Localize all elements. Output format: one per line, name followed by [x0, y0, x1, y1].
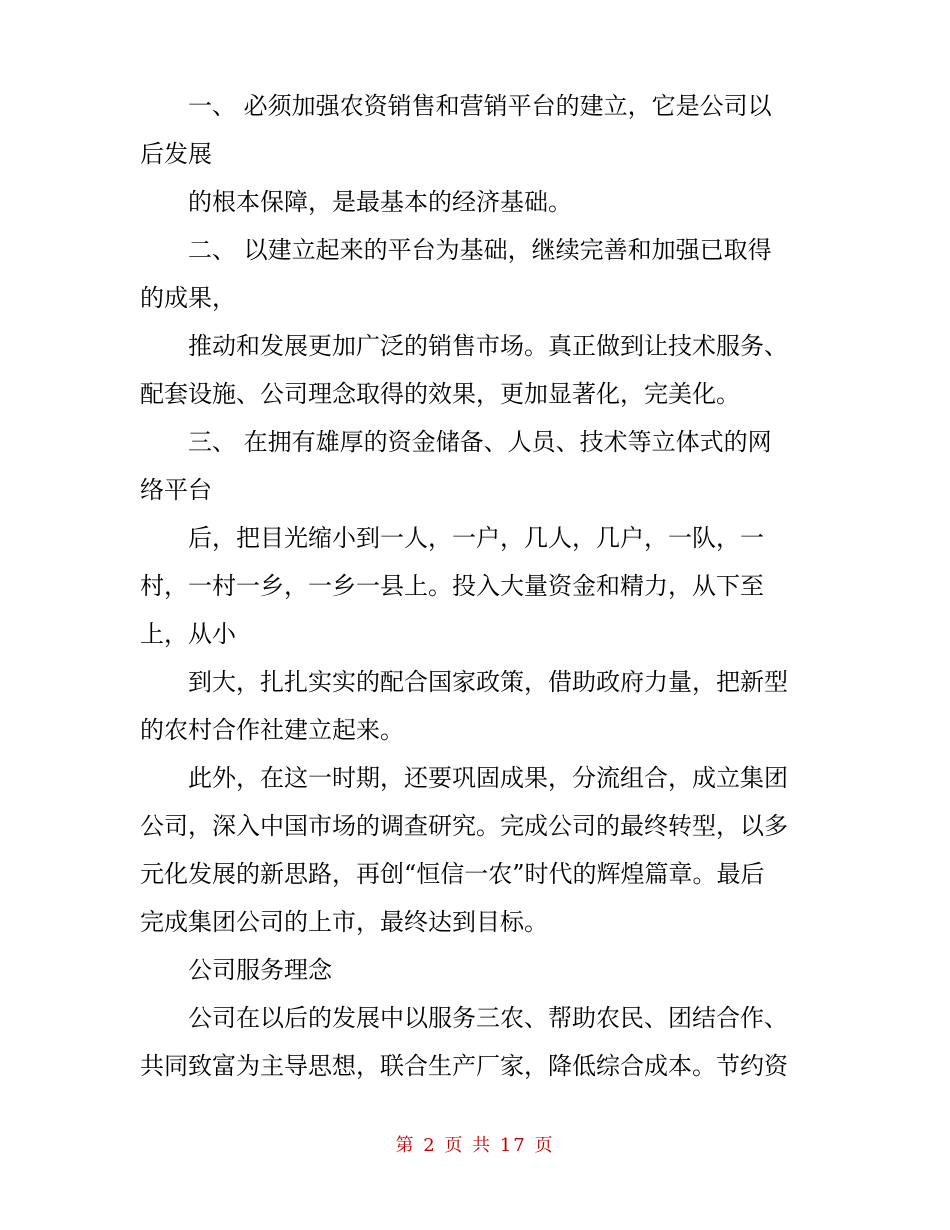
document-body: [140, 82, 810, 1090]
page-number-footer: 第 2 页 共 17 页: [395, 1135, 555, 1156]
body-line: 的根本保障，是最基本的经济基础。: [188, 188, 572, 216]
body-line: 公司，深入中国市场的调查研究。完成公司的最终转型，以多: [140, 812, 788, 840]
body-line: 完成集团公司的上市，最终达到目标。: [140, 908, 548, 936]
body-line: 推动和发展更加广泛的销售市场。真正做到让技术服务、: [188, 332, 788, 360]
body-line: 此外，在这一时期，还要巩固成果，分流组合，成立集团: [188, 764, 788, 792]
body-line: 的成果，: [140, 284, 236, 312]
body-line: 络平台: [140, 476, 212, 504]
body-line: 配套设施、公司理念取得的效果，更加显著化，完美化。: [140, 380, 740, 408]
body-line: 共同致富为主导思想，联合生产厂家，降低综合成本。节约资: [140, 1052, 788, 1080]
section-heading: 公司服务理念: [188, 956, 332, 984]
body-line: 到大，扎扎实实的配合国家政策，借助政府力量，把新型: [188, 668, 788, 696]
body-line: 二、 以建立起来的平台为基础，继续完善和加强已取得: [188, 236, 772, 264]
body-line: 上，从小: [140, 620, 236, 648]
body-line: 一、 必须加强农资销售和营销平台的建立，它是公司以: [188, 92, 772, 120]
body-line: 三、 在拥有雄厚的资金储备、人员、技术等立体式的网: [188, 428, 772, 456]
body-line: 后，把目光缩小到一人，一户，几人，几户，一队，一: [188, 524, 764, 552]
body-line: 后发展: [140, 140, 212, 168]
body-line: 公司在以后的发展中以服务三农、帮助农民、团结合作、: [188, 1004, 788, 1032]
body-line: 村，一村一乡，一乡一县上。投入大量资金和精力，从下至: [140, 572, 764, 600]
body-line: 的农村合作社建立起来。: [140, 716, 404, 744]
body-line: 元化发展的新思路，再创“恒信一农”时代的辉煌篇章。最后: [140, 860, 765, 888]
